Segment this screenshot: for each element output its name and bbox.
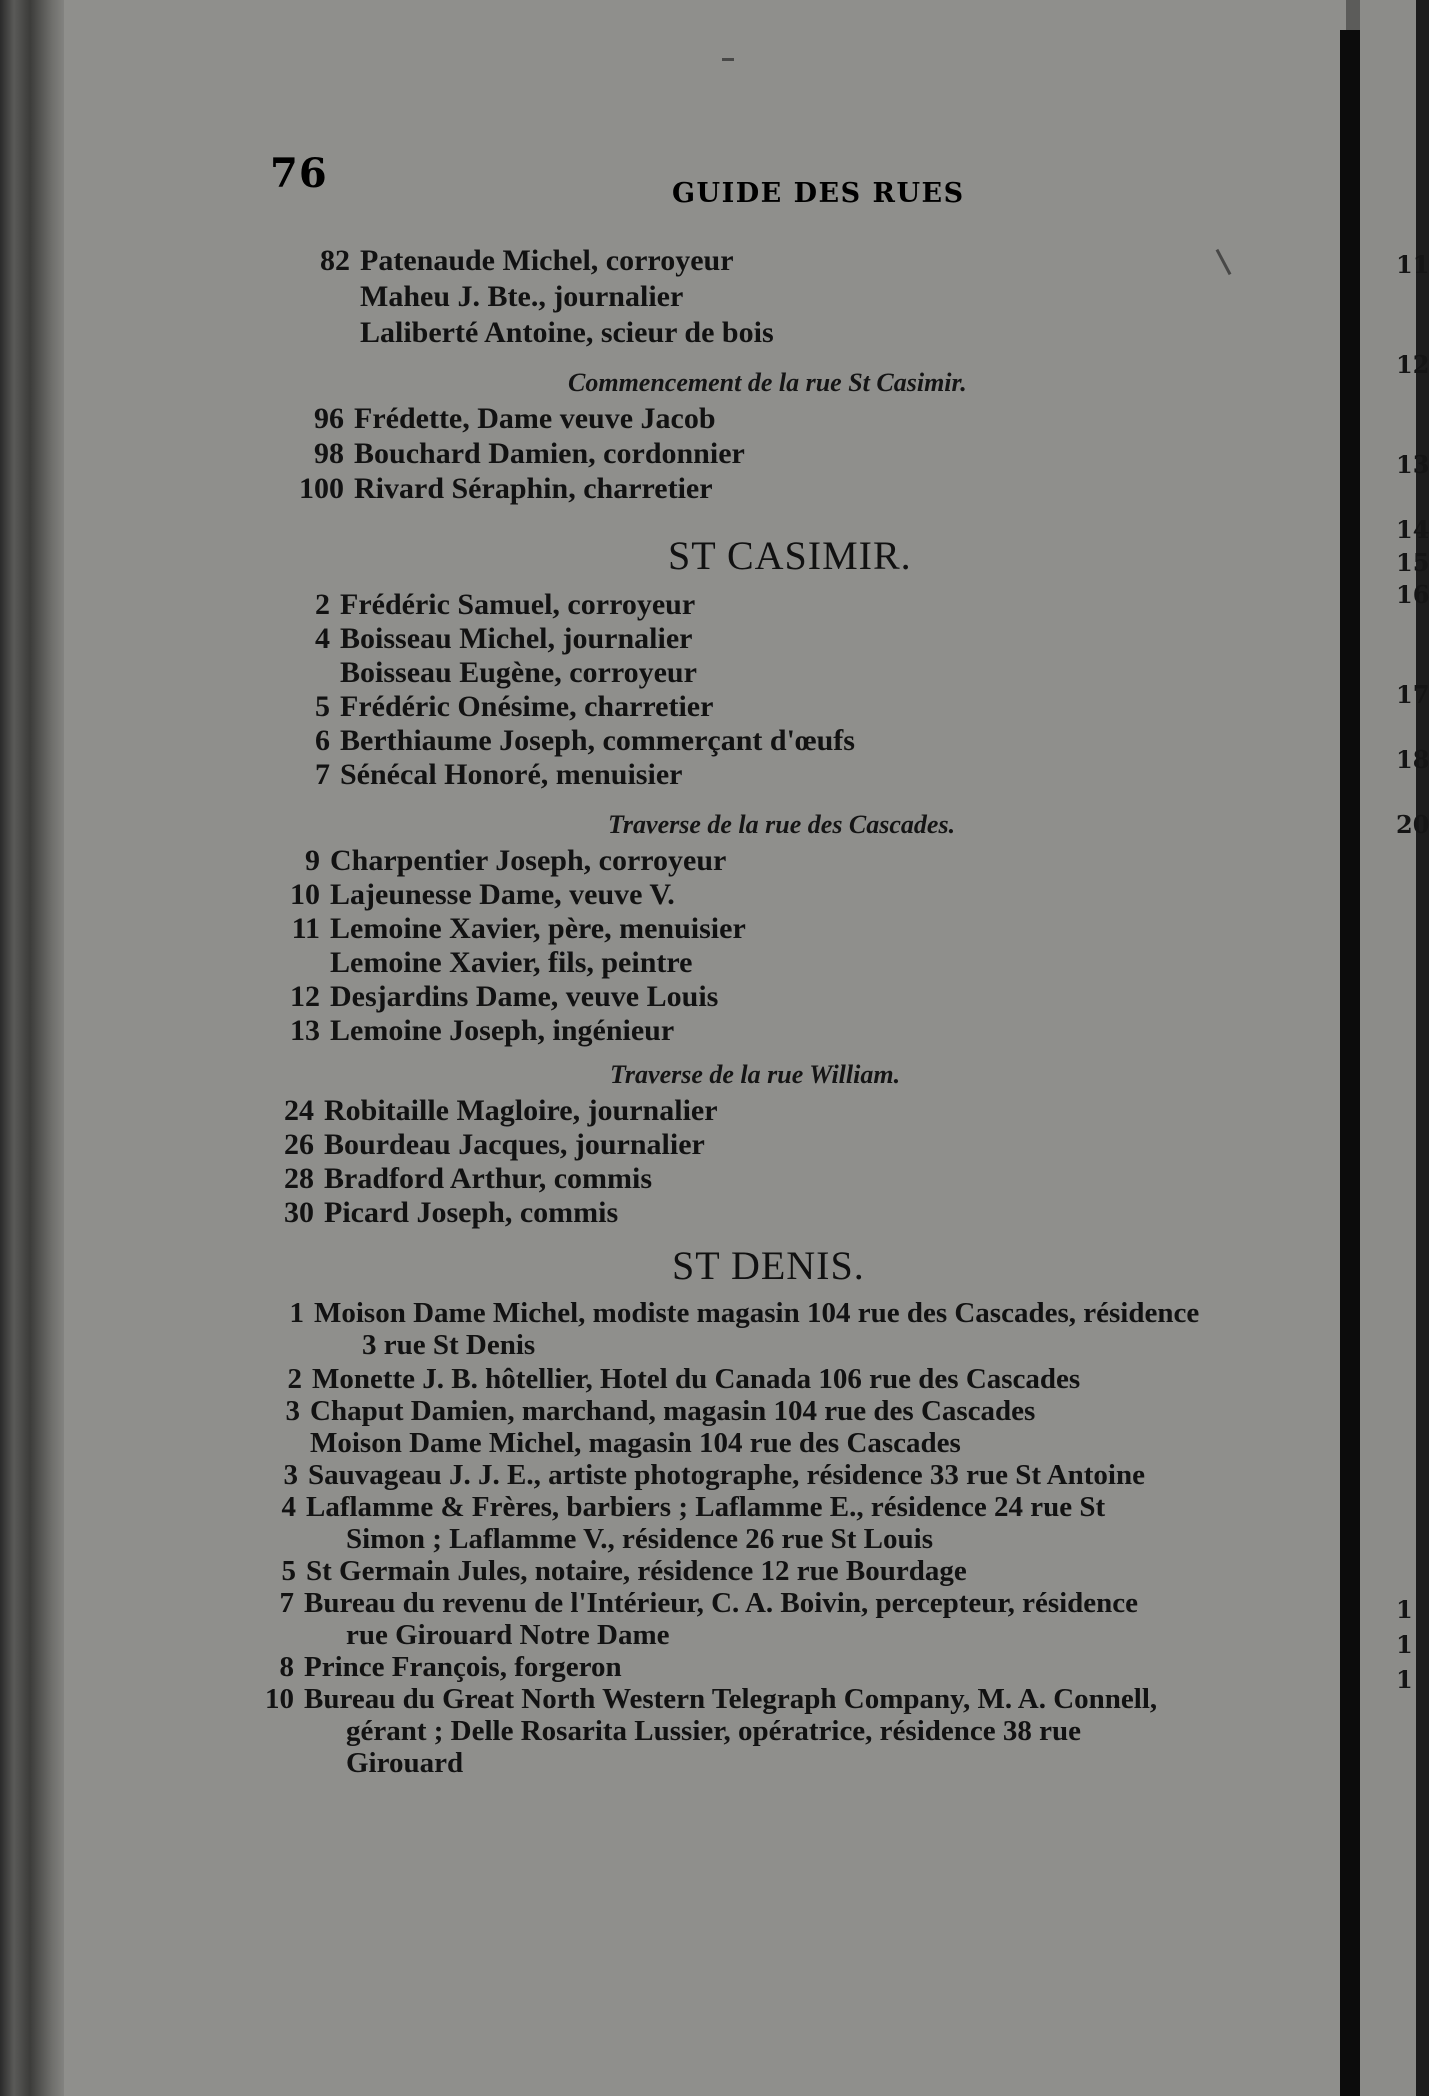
list-item xyxy=(270,1296,1199,1330)
resident-entry: Bouchard Damien, cordonnier xyxy=(354,437,745,470)
scan-speck xyxy=(722,58,734,61)
list-item xyxy=(268,1362,1080,1396)
adjacent-page-number: 11 xyxy=(1396,250,1429,279)
resident-entry-continuation: 3 rue St Denis xyxy=(362,1329,536,1361)
resident-entry: Chaput Damien, marchand, magasin 104 rue des Cascades xyxy=(310,1395,1036,1427)
adjacent-page-number: 15 xyxy=(1396,548,1429,577)
resident-entry-continuation: Simon ; Laflamme V., résidence 26 rue St Louis xyxy=(346,1523,933,1555)
resident-entry-continuation: Girouard xyxy=(346,1747,464,1779)
adjacent-page-number: 14 xyxy=(1396,515,1429,544)
resident-entry: Laflamme & Frères, barbiers ; Laflamme E., résidence 24 rue St xyxy=(306,1491,1106,1523)
house-number: 10 xyxy=(290,878,320,911)
resident-entry: Prince François, forgeron xyxy=(304,1651,622,1683)
resident-entry: Robitaille Magloire, journalier xyxy=(324,1094,718,1127)
resident-entry: Monette J. B. hôtellier, Hotel du Canada 106 rue des Cascades xyxy=(312,1363,1081,1395)
list-item xyxy=(278,472,713,506)
resident-entry: Sénécal Honoré, menuisier xyxy=(340,758,683,791)
list-item xyxy=(276,878,675,912)
house-number: 3 xyxy=(283,1459,298,1491)
resident-entry: Frédéric Onésime, charretier xyxy=(340,690,714,723)
house-number: 11 xyxy=(291,912,320,945)
adjacent-page-number: 12 xyxy=(1396,350,1429,379)
list-item xyxy=(300,244,734,278)
list-item xyxy=(246,1682,1157,1716)
list-item xyxy=(264,1128,705,1162)
resident-entry: Frédéric Samuel, corroyeur xyxy=(340,588,696,621)
cross-street-note: Traverse de la rue des Cascades. xyxy=(608,810,956,839)
list-item xyxy=(290,758,682,792)
street-heading: ST DENIS. xyxy=(672,1243,865,1288)
cross-street-note: Commencement de la rue St Casimir. xyxy=(568,368,967,397)
list-item xyxy=(278,437,745,471)
house-number: 96 xyxy=(314,402,344,435)
resident-entry: Rivard Séraphin, charretier xyxy=(354,472,713,505)
list-item xyxy=(264,1162,652,1196)
page-paper xyxy=(64,0,1346,2096)
list-item xyxy=(276,1014,674,1048)
list-item xyxy=(264,1458,1145,1492)
house-number: 5 xyxy=(281,1555,296,1587)
running-title: GUIDE DES RUES xyxy=(672,178,965,209)
house-number: 2 xyxy=(315,588,330,621)
resident-entry: Bourdeau Jacques, journalier xyxy=(324,1128,705,1161)
adjacent-page-number: 1 xyxy=(1396,1665,1413,1694)
cross-street-note: Traverse de la rue William. xyxy=(610,1060,901,1089)
house-number: 98 xyxy=(314,437,344,470)
resident-entry-continuation: rue Girouard Notre Dame xyxy=(346,1619,670,1651)
list-item xyxy=(264,1094,718,1128)
street-heading: ST CASIMIR. xyxy=(668,533,912,578)
resident-entry: Sauvageau J. J. E., artiste photographe, résidence 33 rue St Antoine xyxy=(308,1459,1145,1491)
adjacent-page-number: 20 xyxy=(1396,810,1429,839)
house-number: 30 xyxy=(284,1196,314,1229)
house-number: 12 xyxy=(290,980,320,1013)
list-item xyxy=(290,690,713,724)
resident-entry: Boisseau Michel, journalier xyxy=(340,622,693,655)
list-item xyxy=(262,1554,967,1588)
list-item xyxy=(264,1196,618,1230)
list-item xyxy=(276,912,746,946)
house-number: 28 xyxy=(284,1162,314,1195)
resident-entry: Bureau du Great North Western Telegraph Company, M. A. Connell, xyxy=(304,1683,1158,1715)
resident-entry: Frédette, Dame veuve Jacob xyxy=(354,402,716,435)
house-number: 100 xyxy=(299,472,344,505)
house-number: 5 xyxy=(315,690,330,723)
list-item xyxy=(290,724,855,758)
list-item xyxy=(278,402,716,436)
house-number: 4 xyxy=(281,1491,296,1523)
adjacent-page-number: 16 xyxy=(1396,580,1429,609)
resident-entry: Lemoine Xavier, père, menuisier xyxy=(330,912,746,945)
resident-entry: Moison Dame Michel, modiste magasin 104 rue des Cascades, résidence xyxy=(314,1297,1200,1329)
page-header xyxy=(270,150,1030,210)
page-number: 76 xyxy=(270,150,328,197)
adjacent-page-number: 13 xyxy=(1396,450,1429,479)
resident-entry: Boisseau Eugène, corroyeur xyxy=(340,656,697,689)
adjacent-page-strip xyxy=(1360,0,1416,2096)
resident-entry: Bureau du revenu de l'Intérieur, C. A. Boivin, percepteur, résidence xyxy=(304,1587,1139,1619)
house-number: 24 xyxy=(284,1094,314,1127)
list-item xyxy=(266,1394,1035,1428)
resident-entry: Maheu J. Bte., journalier xyxy=(360,280,684,313)
adjacent-page-number: 1 xyxy=(1396,1630,1413,1659)
list-item xyxy=(300,280,683,314)
list-item xyxy=(276,844,726,878)
list-item xyxy=(290,656,697,690)
resident-entry: Patenaude Michel, corroyeur xyxy=(360,244,734,277)
house-number: 4 xyxy=(315,622,330,655)
resident-entry: Laliberté Antoine, scieur de bois xyxy=(360,316,774,349)
resident-entry: Lajeunesse Dame, veuve V. xyxy=(330,878,675,911)
list-item xyxy=(260,1650,622,1684)
house-number: 10 xyxy=(265,1683,294,1715)
list-item xyxy=(260,1586,1138,1620)
list-item xyxy=(262,1490,1105,1524)
resident-entry: Lemoine Joseph, ingénieur xyxy=(330,1014,675,1047)
house-number: 2 xyxy=(287,1363,302,1395)
house-number: 13 xyxy=(290,1014,320,1047)
page-gutter xyxy=(1340,30,1360,2096)
list-item xyxy=(300,316,774,350)
house-number: 6 xyxy=(315,724,330,757)
house-number: 8 xyxy=(279,1651,294,1683)
list-item xyxy=(276,980,718,1014)
house-number: 7 xyxy=(279,1587,294,1619)
resident-entry: Bradford Arthur, commis xyxy=(324,1162,653,1195)
house-number: 9 xyxy=(305,844,320,877)
resident-entry: Lemoine Xavier, fils, peintre xyxy=(330,946,693,979)
list-item xyxy=(290,588,695,622)
resident-entry: Berthiaume Joseph, commerçant d'œufs xyxy=(340,724,855,757)
house-number: 1 xyxy=(289,1297,304,1329)
resident-entry: Charpentier Joseph, corroyeur xyxy=(330,844,727,877)
list-item xyxy=(290,622,692,656)
resident-entry: Desjardins Dame, veuve Louis xyxy=(330,980,719,1013)
house-number: 26 xyxy=(284,1128,314,1161)
house-number: 82 xyxy=(320,244,350,277)
adjacent-page-number: 18 xyxy=(1396,745,1429,774)
adjacent-page-number: 1 xyxy=(1396,1595,1413,1624)
resident-entry: Picard Joseph, commis xyxy=(324,1196,619,1229)
list-item xyxy=(276,946,692,980)
resident-entry-continuation: gérant ; Delle Rosarita Lussier, opératrice, résidence 38 rue xyxy=(346,1715,1082,1747)
house-number: 3 xyxy=(285,1395,300,1427)
resident-entry-continuation: Moison Dame Michel, magasin 104 rue des Cascades xyxy=(310,1427,961,1459)
resident-entry: St Germain Jules, notaire, résidence 12 rue Bourdage xyxy=(306,1555,967,1587)
house-number: 7 xyxy=(315,758,330,791)
adjacent-page-number: 17 xyxy=(1396,680,1429,709)
